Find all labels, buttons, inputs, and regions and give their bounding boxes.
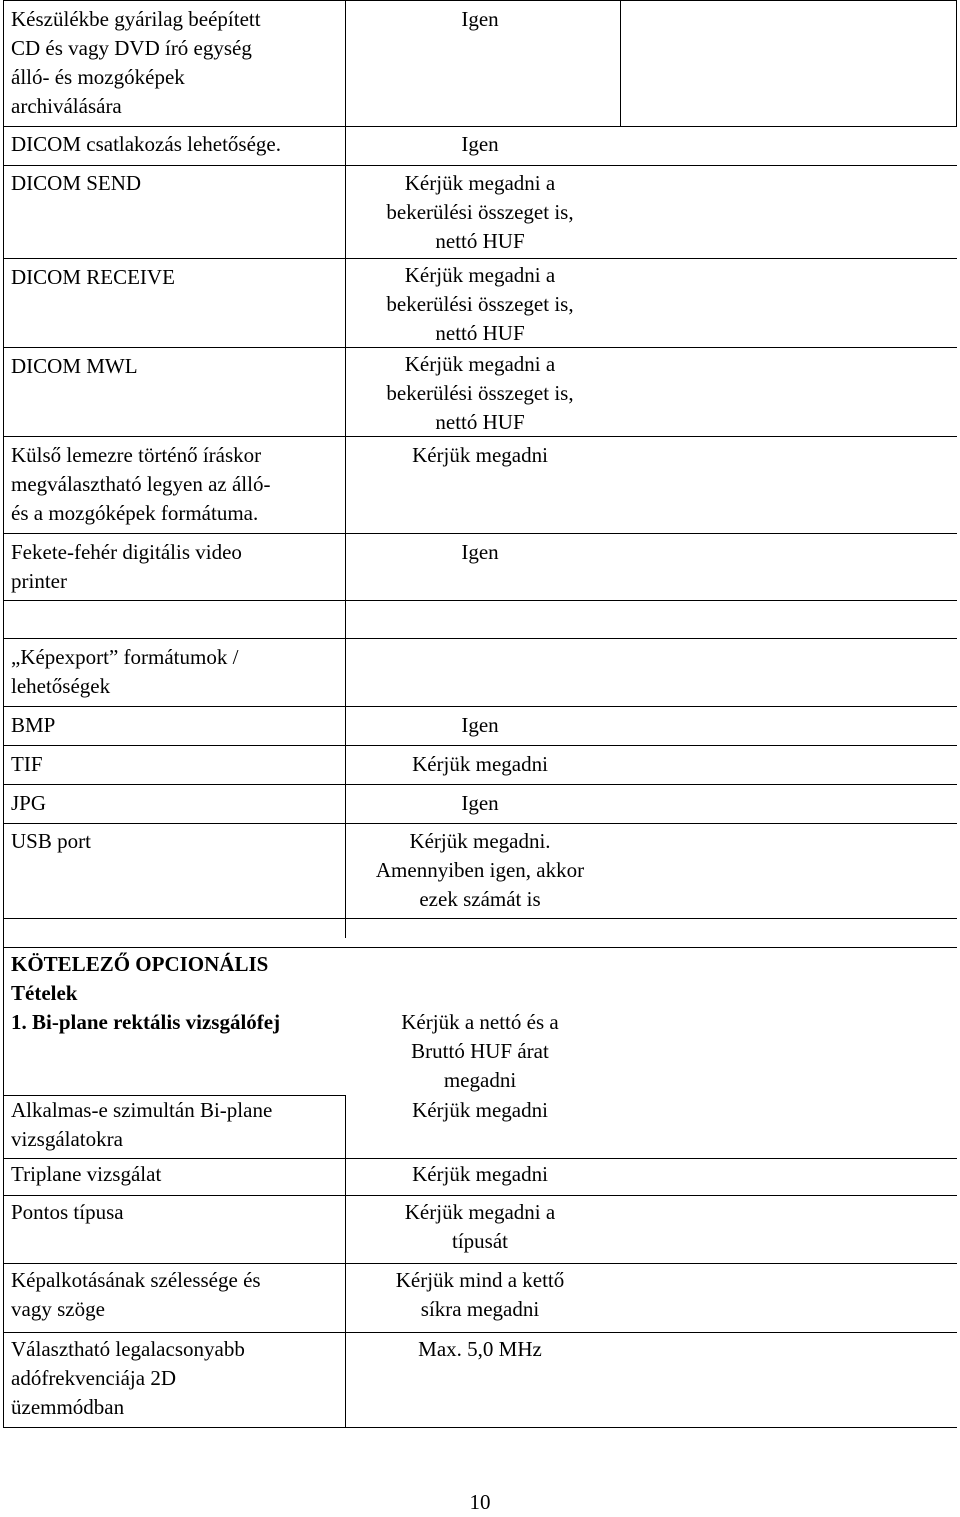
table-border-col1-lower (345, 1095, 346, 1428)
row-label: Készülékbe gyárilag beépített CD és vagy DVD író egység álló- és mozgóképek archiválására (11, 7, 261, 118)
rule-top (3, 0, 957, 1)
rule (3, 638, 957, 639)
row-label: Triplane vizsgálat (11, 1162, 162, 1186)
rule (3, 1195, 957, 1196)
rule (3, 947, 957, 948)
rule (3, 823, 957, 824)
row-label: Külső lemezre történő íráskor megválasztható legyen az álló- és a mozgóképek formátuma. (11, 443, 271, 525)
row-value: Igen (461, 132, 499, 156)
row-value: Kérjük megadni (412, 752, 548, 776)
rule (3, 533, 957, 534)
row-value: Kérjük megadni a bekerülési összeget is, nettó HUF (386, 171, 574, 253)
row-value: Max. 5,0 MHz (418, 1337, 542, 1361)
table-border-right (956, 0, 957, 126)
table-border-left (3, 0, 4, 1428)
row-value: Igen (461, 7, 499, 31)
section-heading: KÖTELEZŐ OPCIONÁLIS (11, 952, 269, 976)
row-label: Képalkotásának szélessége és vagy szöge (11, 1268, 261, 1321)
rule (3, 165, 957, 166)
rule (3, 126, 957, 127)
table-border-col2 (620, 0, 621, 126)
row-label: DICOM MWL (11, 354, 138, 378)
row-label: DICOM SEND (11, 171, 142, 195)
row-value: Kérjük megadni (412, 1098, 548, 1122)
rule-bottom (3, 1427, 957, 1428)
row-value: Igen (461, 713, 499, 737)
rule (3, 600, 957, 601)
rule (3, 918, 957, 919)
row-value: Igen (461, 791, 499, 815)
row-value: Kérjük megadni (412, 1162, 548, 1186)
row-value: Kérjük megadni a típusát (404, 1200, 556, 1253)
row-value: Kérjük megadni. Amennyiben igen, akkor ezek számát is (375, 829, 585, 911)
page-number: 10 (469, 1490, 491, 1514)
row-label: DICOM RECEIVE (11, 265, 175, 289)
rule (3, 706, 957, 707)
row-value: Kérjük mind a kettő síkra megadni (395, 1268, 565, 1321)
rule (3, 1263, 957, 1264)
section-heading: „Képexport” formátumok / lehetőségek (11, 645, 239, 698)
rule (3, 258, 957, 259)
row-label: Pontos típusa (11, 1200, 124, 1224)
row-label: JPG (11, 791, 47, 815)
rule (3, 1158, 957, 1159)
row-label: BMP (11, 713, 56, 737)
row-value: Igen (461, 540, 499, 564)
row-label: Választható legalacsonyabb adófrekvenciája 2D üzemmódban (11, 1337, 245, 1419)
item-value: Kérjük a nettó és a Bruttó HUF árat megadni (401, 1010, 559, 1092)
rule (3, 745, 957, 746)
row-value: Kérjük megadni a bekerülési összeget is, nettó HUF (386, 352, 574, 434)
row-label: Fekete-fehér digitális video printer (11, 540, 242, 593)
rule (3, 1332, 957, 1333)
row-value: Kérjük megadni (412, 443, 548, 467)
row-value: Kérjük megadni a bekerülési összeget is, nettó HUF (386, 263, 574, 345)
row-label: DICOM csatlakozás lehetősége. (11, 132, 281, 156)
row-label: Alkalmas-e szimultán Bi-plane vizsgálatokra (11, 1098, 273, 1151)
section-subheading: Tételek (11, 981, 78, 1005)
item-title: 1. Bi-plane rektális vizsgálófej (11, 1010, 281, 1034)
table-border-col1 (345, 0, 346, 938)
row-label: TIF (11, 752, 43, 776)
row-label: USB port (11, 829, 91, 853)
rule (3, 784, 957, 785)
